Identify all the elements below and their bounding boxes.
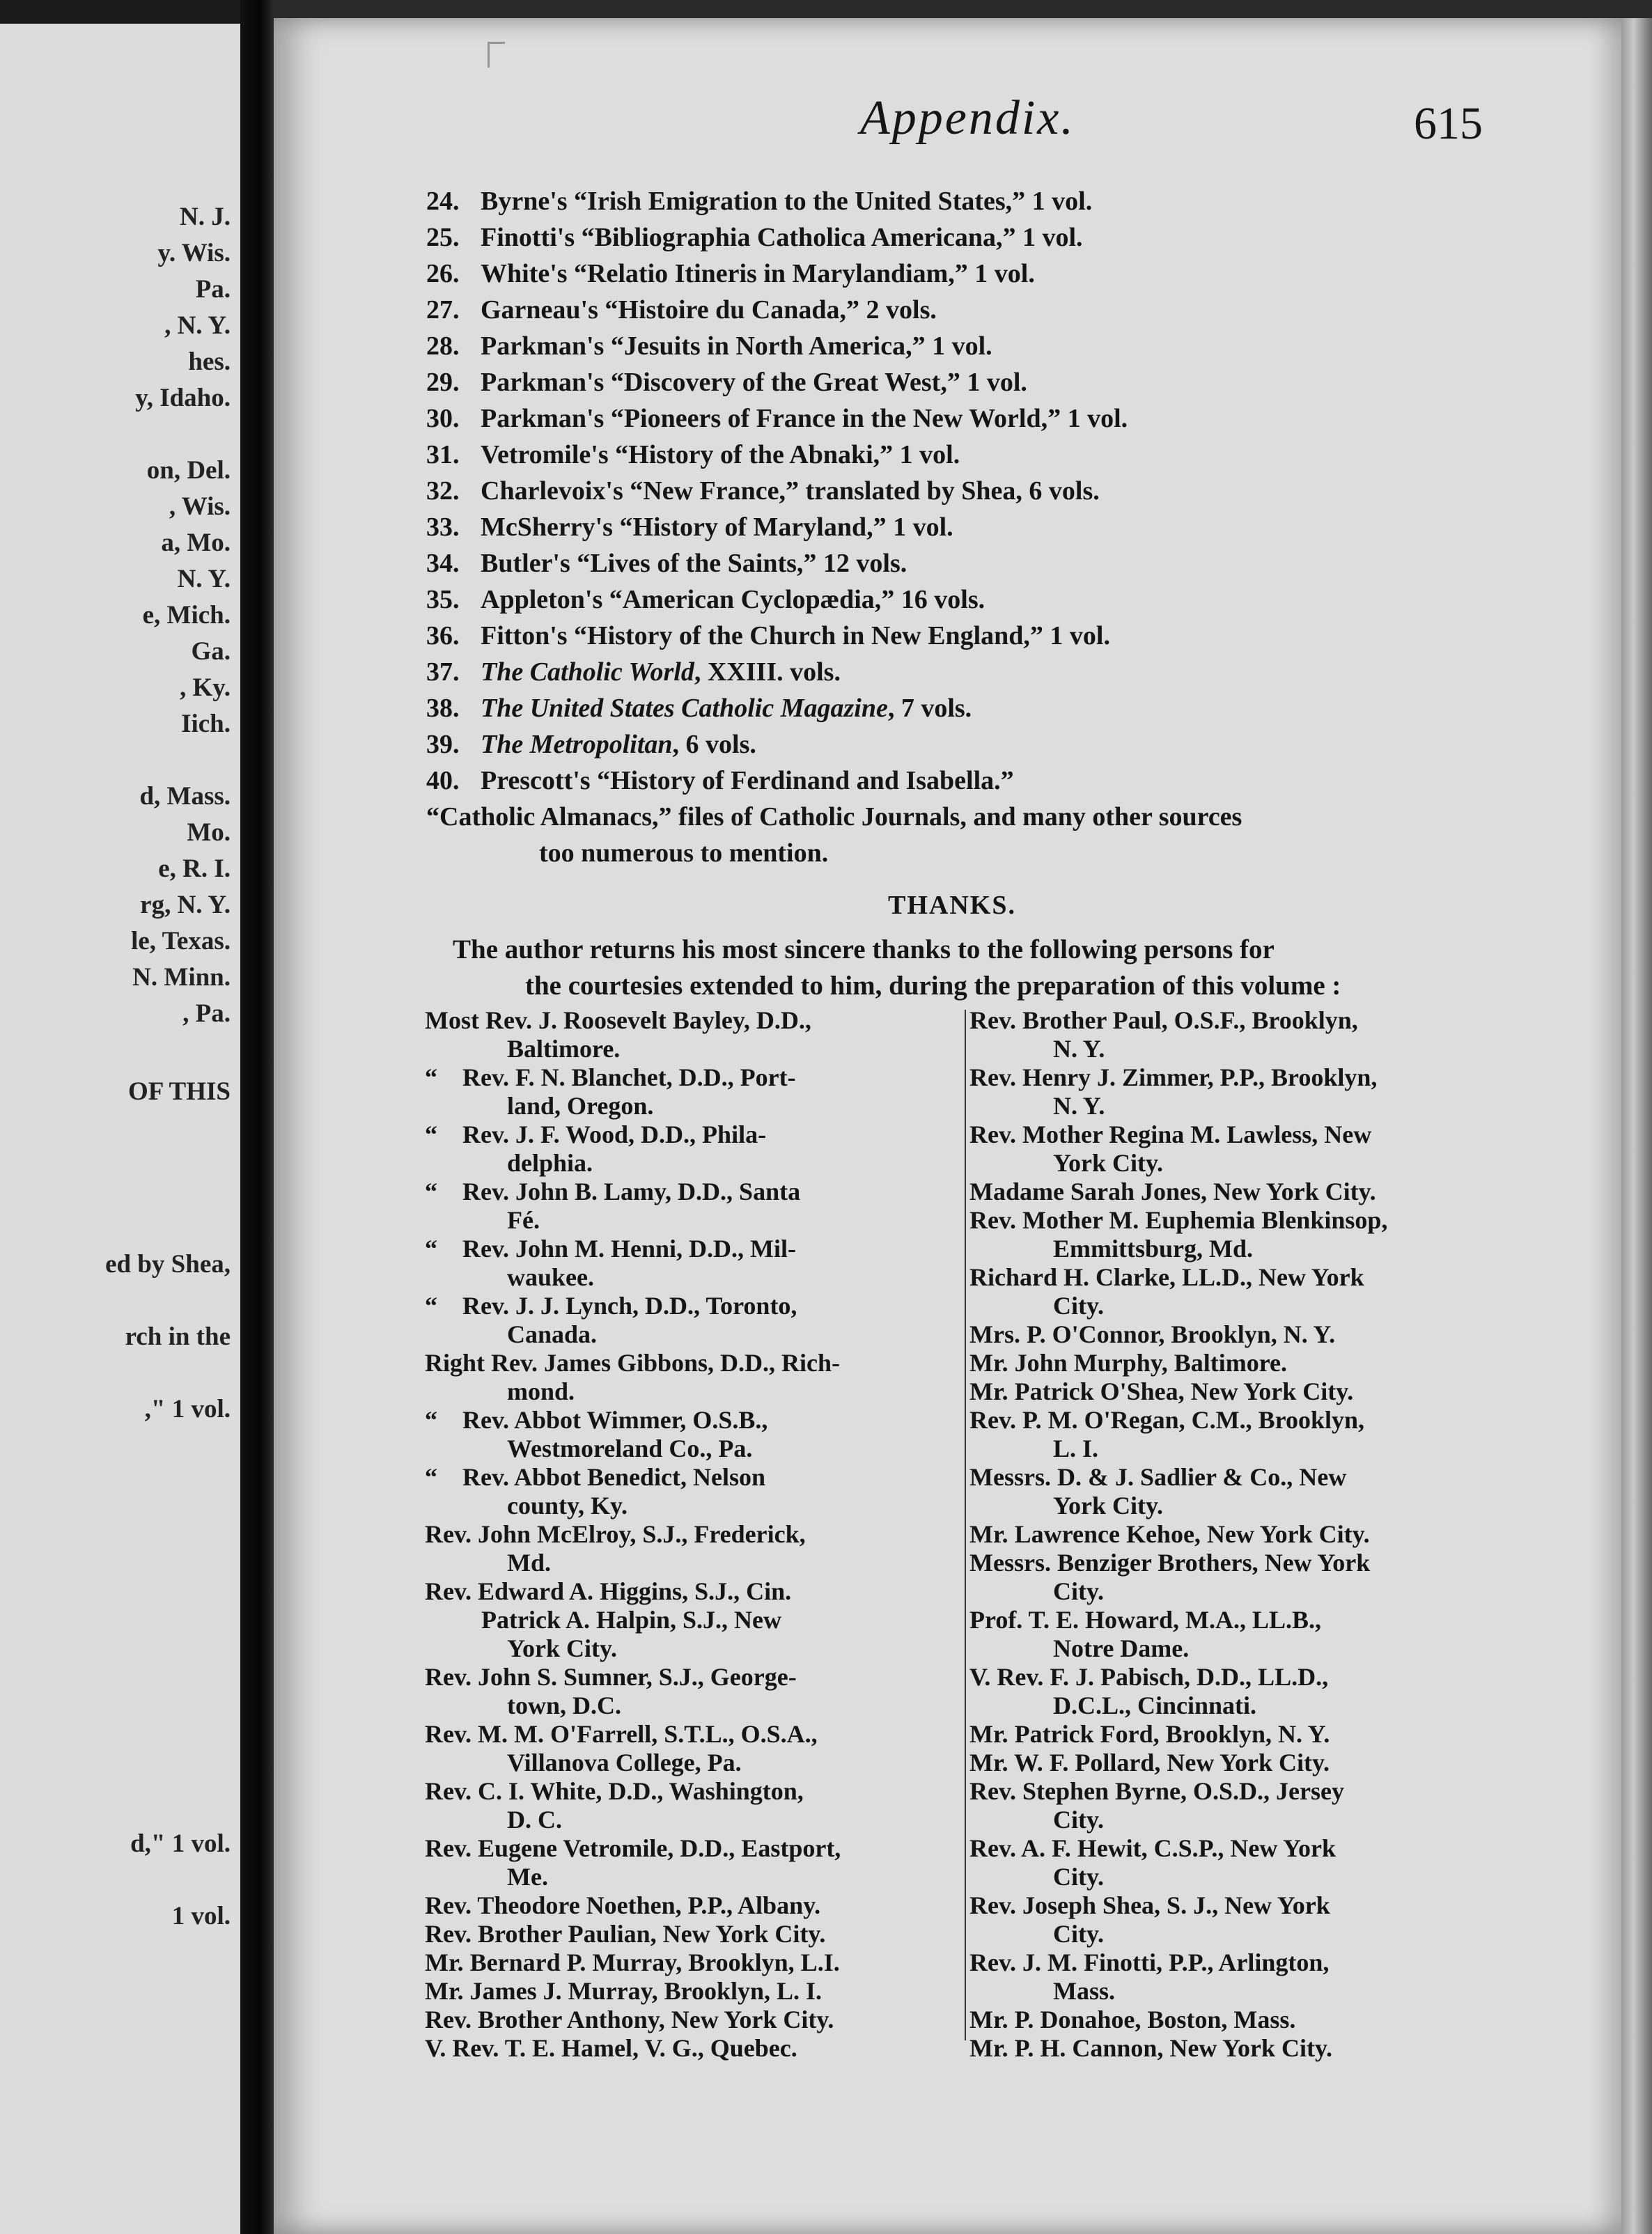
thanks-entry-line: Rev. Joseph Shea, S. J., New York [969,1891,1330,1919]
bibliography-item [426,292,1513,328]
item-title-italic: The United States Catholic Magazine [481,694,888,723]
thanks-entry [969,1891,1492,1948]
thanks-entry-line: Mr. John Murphy, Baltimore. [969,1349,1288,1377]
thanks-entry [425,1406,944,1463]
facing-page-line: Ga. [191,637,231,666]
facing-page-line: Pa. [195,275,231,304]
thanks-entry-continuation: City. [1053,1292,1105,1320]
thanks-entry-line: Mr. P. Donahoe, Boston, Mass. [969,2006,1296,2033]
thanks-entry-line: Mrs. P. O'Connor, Brooklyn, N. Y. [969,1320,1336,1348]
thanks-entry [425,1891,944,1920]
facing-page-line: hes. [188,347,231,376]
thanks-entry [969,1777,1492,1834]
thanks-entry-line: Rev. John S. Sumner, S.J., George- [425,1663,797,1691]
thanks-entry [969,1406,1492,1463]
bibliography-item [426,328,1513,364]
item-text: The Catholic World, XXIII. vols. [481,657,841,687]
facing-page-line: ," 1 vol. [144,1395,231,1423]
facing-page-line: y, Idaho. [135,384,231,412]
bibliography-item [426,400,1513,437]
facing-page-line: OF THIS [127,1077,231,1106]
thanks-entry-continuation: county, Ky. [507,1492,628,1520]
thanks-entry-line: Rev. Brother Paulian, New York City. [425,1920,826,1948]
item-number: 30. [426,404,460,433]
thanks-entry-line: Messrs. D. & J. Sadlier & Co., New [969,1463,1347,1491]
bibliography-note [426,799,1513,835]
item-number: 26. [426,259,460,288]
thanks-entry-line: Rev. Brother Paul, O.S.F., Brooklyn, [969,1006,1358,1034]
bibliography-item [426,726,1513,763]
thanks-entry-continuation: town, D.C. [507,1692,622,1719]
page-number: 615 [1414,98,1483,149]
item-text: White's “Relatio Itineris in Marylandiam,” 1 vol. [481,259,1035,288]
thanks-entry-continuation: Md. [507,1549,551,1577]
thanks-entry-continuation: mond. [507,1377,575,1405]
item-number: 29. [426,368,460,397]
thanks-entry [425,1977,944,2006]
item-number: 25. [426,223,460,252]
bibliography-item [426,183,1513,219]
almanacs-line-2: too numerous to mention. [539,838,829,868]
thanks-entry-continuation: Me. [507,1863,548,1891]
thanks-entry [969,1320,1492,1349]
thanks-entry [425,2006,944,2034]
thanks-entry-line: Mr. Bernard P. Murray, Brooklyn, L.I. [425,1948,840,1976]
thanks-entry-line: Mr. Patrick Ford, Brooklyn, N. Y. [969,1720,1330,1748]
item-text: Vetromile's “History of the Abnaki,” 1 vol. [481,440,960,469]
facing-page-line: N. Minn. [132,963,231,992]
thanks-entry-line: Rev. Henry J. Zimmer, P.P., Brooklyn, [969,1063,1378,1091]
thanks-entry-line: Messrs. Benziger Brothers, New York [969,1549,1371,1577]
thanks-entry [425,1292,944,1349]
thanks-entry [425,1720,944,1777]
thanks-entry [425,1178,944,1235]
thanks-entry [969,1263,1492,1320]
item-text: Finotti's “Bibliographia Catholica Americana,” 1 vol. [481,223,1083,252]
thanks-entry-continuation: Emmittsburg, Md. [1053,1235,1253,1263]
thanks-entry-line: V. Rev. F. J. Pabisch, D.D., LL.D., [969,1663,1329,1691]
thanks-entry-continuation: York City. [1053,1492,1164,1520]
item-number: 31. [426,440,460,469]
facing-page-line: d, Mass. [139,782,231,811]
item-text: Fitton's “History of the Church in New England,” 1 vol. [481,621,1110,650]
thanks-entry-continuation: Baltimore. [507,1035,621,1063]
thanks-entry-line: Rev. Mother M. Euphemia Blenkinsop, [969,1206,1388,1234]
thanks-heading: THANKS. [888,891,1016,920]
item-text: The Metropolitan, 6 vols. [481,730,756,759]
thanks-entry [425,1606,944,1663]
thanks-entry [969,1063,1492,1120]
bibliography-item [426,763,1513,799]
facing-page-fragment [0,24,240,2234]
bibliography-item [426,256,1513,292]
bibliography-item [426,437,1513,473]
thanks-entry [425,2034,944,2063]
item-number: 27. [426,295,460,325]
thanks-entry-line: “ Rev. F. N. Blanchet, D.D., Port- [425,1063,796,1091]
bibliography-item [426,618,1513,654]
thanks-entry-line: Rev. M. M. O'Farrell, S.T.L., O.S.A., [425,1720,818,1748]
item-text: Byrne's “Irish Emigration to the United States,” 1 vol. [481,187,1093,216]
thanks-entry [425,1349,944,1406]
thanks-entry-line: Richard H. Clarke, LL.D., New York [969,1263,1364,1291]
thanks-entry-continuation: delphia. [507,1149,593,1177]
item-text: Appleton's “American Cyclopædia,” 16 vols. [481,585,985,614]
item-text: Parkman's “Jesuits in North America,” 1 vol. [481,331,992,361]
thanks-entry [969,1606,1492,1663]
thanks-left-column [425,1006,944,2063]
thanks-entry-continuation: Notre Dame. [1053,1634,1190,1662]
facing-page-line: , N. Y. [164,311,231,340]
thanks-entry-continuation: York City. [1053,1149,1164,1177]
facing-page-line: , Wis. [169,492,231,521]
thanks-entry [425,1834,944,1891]
bibliography-item [426,473,1513,509]
scan-top-border [274,0,1652,18]
facing-page-line: rg, N. Y. [140,891,231,919]
thanks-entry-continuation: City. [1053,1863,1105,1891]
thanks-entry [969,1178,1492,1206]
thanks-entry-line: Right Rev. James Gibbons, D.D., Rich- [425,1349,841,1377]
almanacs-line-1: “Catholic Almanacs,” files of Catholic Journals, and many other sources [426,802,1242,831]
thanks-entry [969,1663,1492,1720]
thanks-entry [969,1520,1492,1549]
thanks-entry-line: Mr. P. H. Cannon, New York City. [969,2034,1333,2062]
bibliography-list [426,183,1513,871]
thanks-entry [969,1377,1492,1406]
thanks-entry-line: Rev. Eugene Vetromile, D.D., Eastport, [425,1834,841,1862]
item-text: Parkman's “Pioneers of France in the New World,” 1 vol. [481,404,1128,433]
thanks-entry [425,1663,944,1720]
running-head: Appendix. [860,91,1075,145]
thanks-entry [969,1720,1492,1749]
thanks-entry-line: Rev. C. I. White, D.D., Washington, [425,1777,804,1805]
thanks-entry-continuation: land, Oregon. [507,1092,654,1120]
bibliography-item [426,654,1513,690]
thanks-entry [425,1920,944,1948]
facing-page-line: , Pa. [182,999,231,1028]
thanks-entry-line: Rev. J. M. Finotti, P.P., Arlington, [969,1948,1330,1976]
item-number: 37. [426,657,460,687]
thanks-entry [969,1749,1492,1777]
facing-page-line: le, Texas. [131,927,231,955]
thanks-entry-continuation: Canada. [507,1320,598,1348]
facing-page-line: Iich. [181,710,231,738]
thanks-entry-line: Rev. Brother Anthony, New York City. [425,2006,834,2033]
item-text: Garneau's “Histoire du Canada,” 2 vols. [481,295,937,325]
bibliography-item [426,219,1513,256]
thanks-entry-line: Patrick A. Halpin, S.J., New [425,1606,782,1634]
page-edge [1621,18,1652,2234]
bibliography-item [426,509,1513,545]
facing-page-line: , Ky. [180,673,231,702]
thanks-entry-continuation: N. Y. [1053,1035,1105,1063]
thanks-entry-continuation: D.C.L., Cincinnati. [1053,1692,1257,1719]
thanks-intro [453,932,1497,1004]
thanks-entry-continuation: Mass. [1053,1977,1115,2005]
item-number: 38. [426,694,460,723]
thanks-intro-line-2: the courtesies extended to him, during the preparation of this volume : [525,971,1341,1001]
item-title-italic: The Catholic World [481,657,694,687]
thanks-entry [425,1063,944,1120]
thanks-entry [425,1120,944,1178]
thanks-entry [425,1520,944,1577]
item-text: The United States Catholic Magazine, 7 vols. [481,694,972,723]
thanks-entry-line: Rev. John McElroy, S.J., Frederick, [425,1520,806,1548]
thanks-entry [969,1120,1492,1178]
thanks-entry [969,2006,1492,2034]
item-number: 32. [426,476,460,506]
item-title-italic: The Metropolitan [481,730,673,759]
thanks-entry [425,1235,944,1292]
thanks-entry-line: Prof. T. E. Howard, M.A., LL.B., [969,1606,1322,1634]
thanks-entry-line: “ Rev. John B. Lamy, D.D., Santa [425,1178,801,1205]
item-number: 40. [426,766,460,795]
thanks-entry [969,1549,1492,1606]
thanks-entry-continuation: Fé. [507,1206,540,1234]
bibliography-item [426,581,1513,618]
thanks-entry-continuation: York City. [507,1634,618,1662]
thanks-entry-line: Rev. Mother Regina M. Lawless, New [969,1120,1372,1148]
thanks-entry-line: “ Rev. John M. Henni, D.D., Mil- [425,1235,797,1263]
thanks-entry-continuation: Westmoreland Co., Pa. [507,1435,753,1462]
thanks-entry-continuation: City. [1053,1920,1105,1948]
thanks-entry-line: Rev. Stephen Byrne, O.S.D., Jersey [969,1777,1344,1805]
scan-mark [488,42,505,68]
thanks-entry [425,1948,944,1977]
facing-page-line: on, Del. [146,456,231,485]
item-number: 36. [426,621,460,650]
facing-page-line: e, Mich. [142,601,231,630]
thanks-entry-line: “ Rev. J. F. Wood, D.D., Phila- [425,1120,767,1148]
item-text: Charlevoix's “New France,” translated by Shea, 6 vols. [481,476,1100,506]
facing-page-line: y. Wis. [157,239,231,267]
thanks-entry-line: Most Rev. J. Roosevelt Bayley, D.D., [425,1006,811,1034]
item-text: Butler's “Lives of the Saints,” 12 vols. [481,549,907,578]
thanks-entry-continuation: N. Y. [1053,1092,1105,1120]
bibliography-item [426,690,1513,726]
facing-page-line: Mo. [187,818,231,847]
bibliography-item [426,364,1513,400]
facing-page-line: d," 1 vol. [130,1829,231,1858]
thanks-entry-line: Rev. A. F. Hewit, C.S.P., New York [969,1834,1337,1862]
thanks-entry-continuation: L. I. [1053,1435,1099,1462]
thanks-entry [969,1948,1492,2006]
thanks-entry-line: “ Rev. J. J. Lynch, D.D., Toronto, [425,1292,797,1320]
thanks-entry-line: Mr. W. F. Pollard, New York City. [969,1749,1330,1776]
item-text: Prescott's “History of Ferdinand and Isabella.” [481,766,1014,795]
thanks-entry-line: Rev. Theodore Noethen, P.P., Albany. [425,1891,821,1919]
facing-page-line: a, Mo. [161,529,231,557]
item-number: 35. [426,585,460,614]
column-divider [965,1010,966,2040]
thanks-entry [969,2034,1492,2063]
thanks-entry [425,1777,944,1834]
thanks-entry-continuation: Villanova College, Pa. [507,1749,742,1776]
thanks-right-column [969,1006,1492,2063]
book-gutter [240,0,274,2234]
item-number: 34. [426,549,460,578]
thanks-entry [969,1463,1492,1520]
thanks-entry-continuation: City. [1053,1577,1105,1605]
thanks-entry-line: “ Rev. Abbot Wimmer, O.S.B., [425,1406,768,1434]
thanks-entry [969,1834,1492,1891]
facing-page-line: ed by Shea, [105,1250,231,1279]
thanks-entry-line: Madame Sarah Jones, New York City. [969,1178,1376,1205]
thanks-entry-line: Rev. Edward A. Higgins, S.J., Cin. [425,1577,792,1605]
thanks-entry [969,1006,1492,1063]
thanks-entry [425,1006,944,1063]
thanks-entry-line: Mr. Lawrence Kehoe, New York City. [969,1520,1370,1548]
facing-page-line: e, R. I. [158,854,231,883]
facing-page-line: rch in the [125,1322,231,1351]
item-text: Parkman's “Discovery of the Great West,” 1 vol. [481,368,1027,397]
thanks-entry [425,1577,944,1606]
thanks-entry-continuation: waukee. [507,1263,594,1291]
thanks-entry-continuation: City. [1053,1806,1105,1834]
bibliography-item [426,545,1513,581]
item-number: 24. [426,187,460,216]
thanks-entry-continuation: D. C. [507,1806,562,1834]
thanks-entry [425,1463,944,1520]
item-number: 39. [426,730,460,759]
thanks-entry [969,1349,1492,1377]
thanks-entry-line: Mr. Patrick O'Shea, New York City. [969,1377,1354,1405]
thanks-entry-line: “ Rev. Abbot Benedict, Nelson [425,1463,766,1491]
thanks-entry-line: V. Rev. T. E. Hamel, V. G., Quebec. [425,2034,797,2062]
item-number: 28. [426,331,460,361]
thanks-entry-line: Mr. James J. Murray, Brooklyn, L. I. [425,1977,823,2005]
thanks-entry-line: Rev. P. M. O'Regan, C.M., Brooklyn, [969,1406,1365,1434]
item-number: 33. [426,513,460,542]
thanks-entry [969,1206,1492,1263]
item-text: McSherry's “History of Maryland,” 1 vol. [481,513,953,542]
facing-page-line: N. Y. [177,565,231,593]
facing-page-line: 1 vol. [171,1902,231,1930]
thanks-intro-line-1: The author returns his most sincere thanks to the following persons for [453,935,1275,964]
facing-page-line: N. J. [180,203,231,231]
